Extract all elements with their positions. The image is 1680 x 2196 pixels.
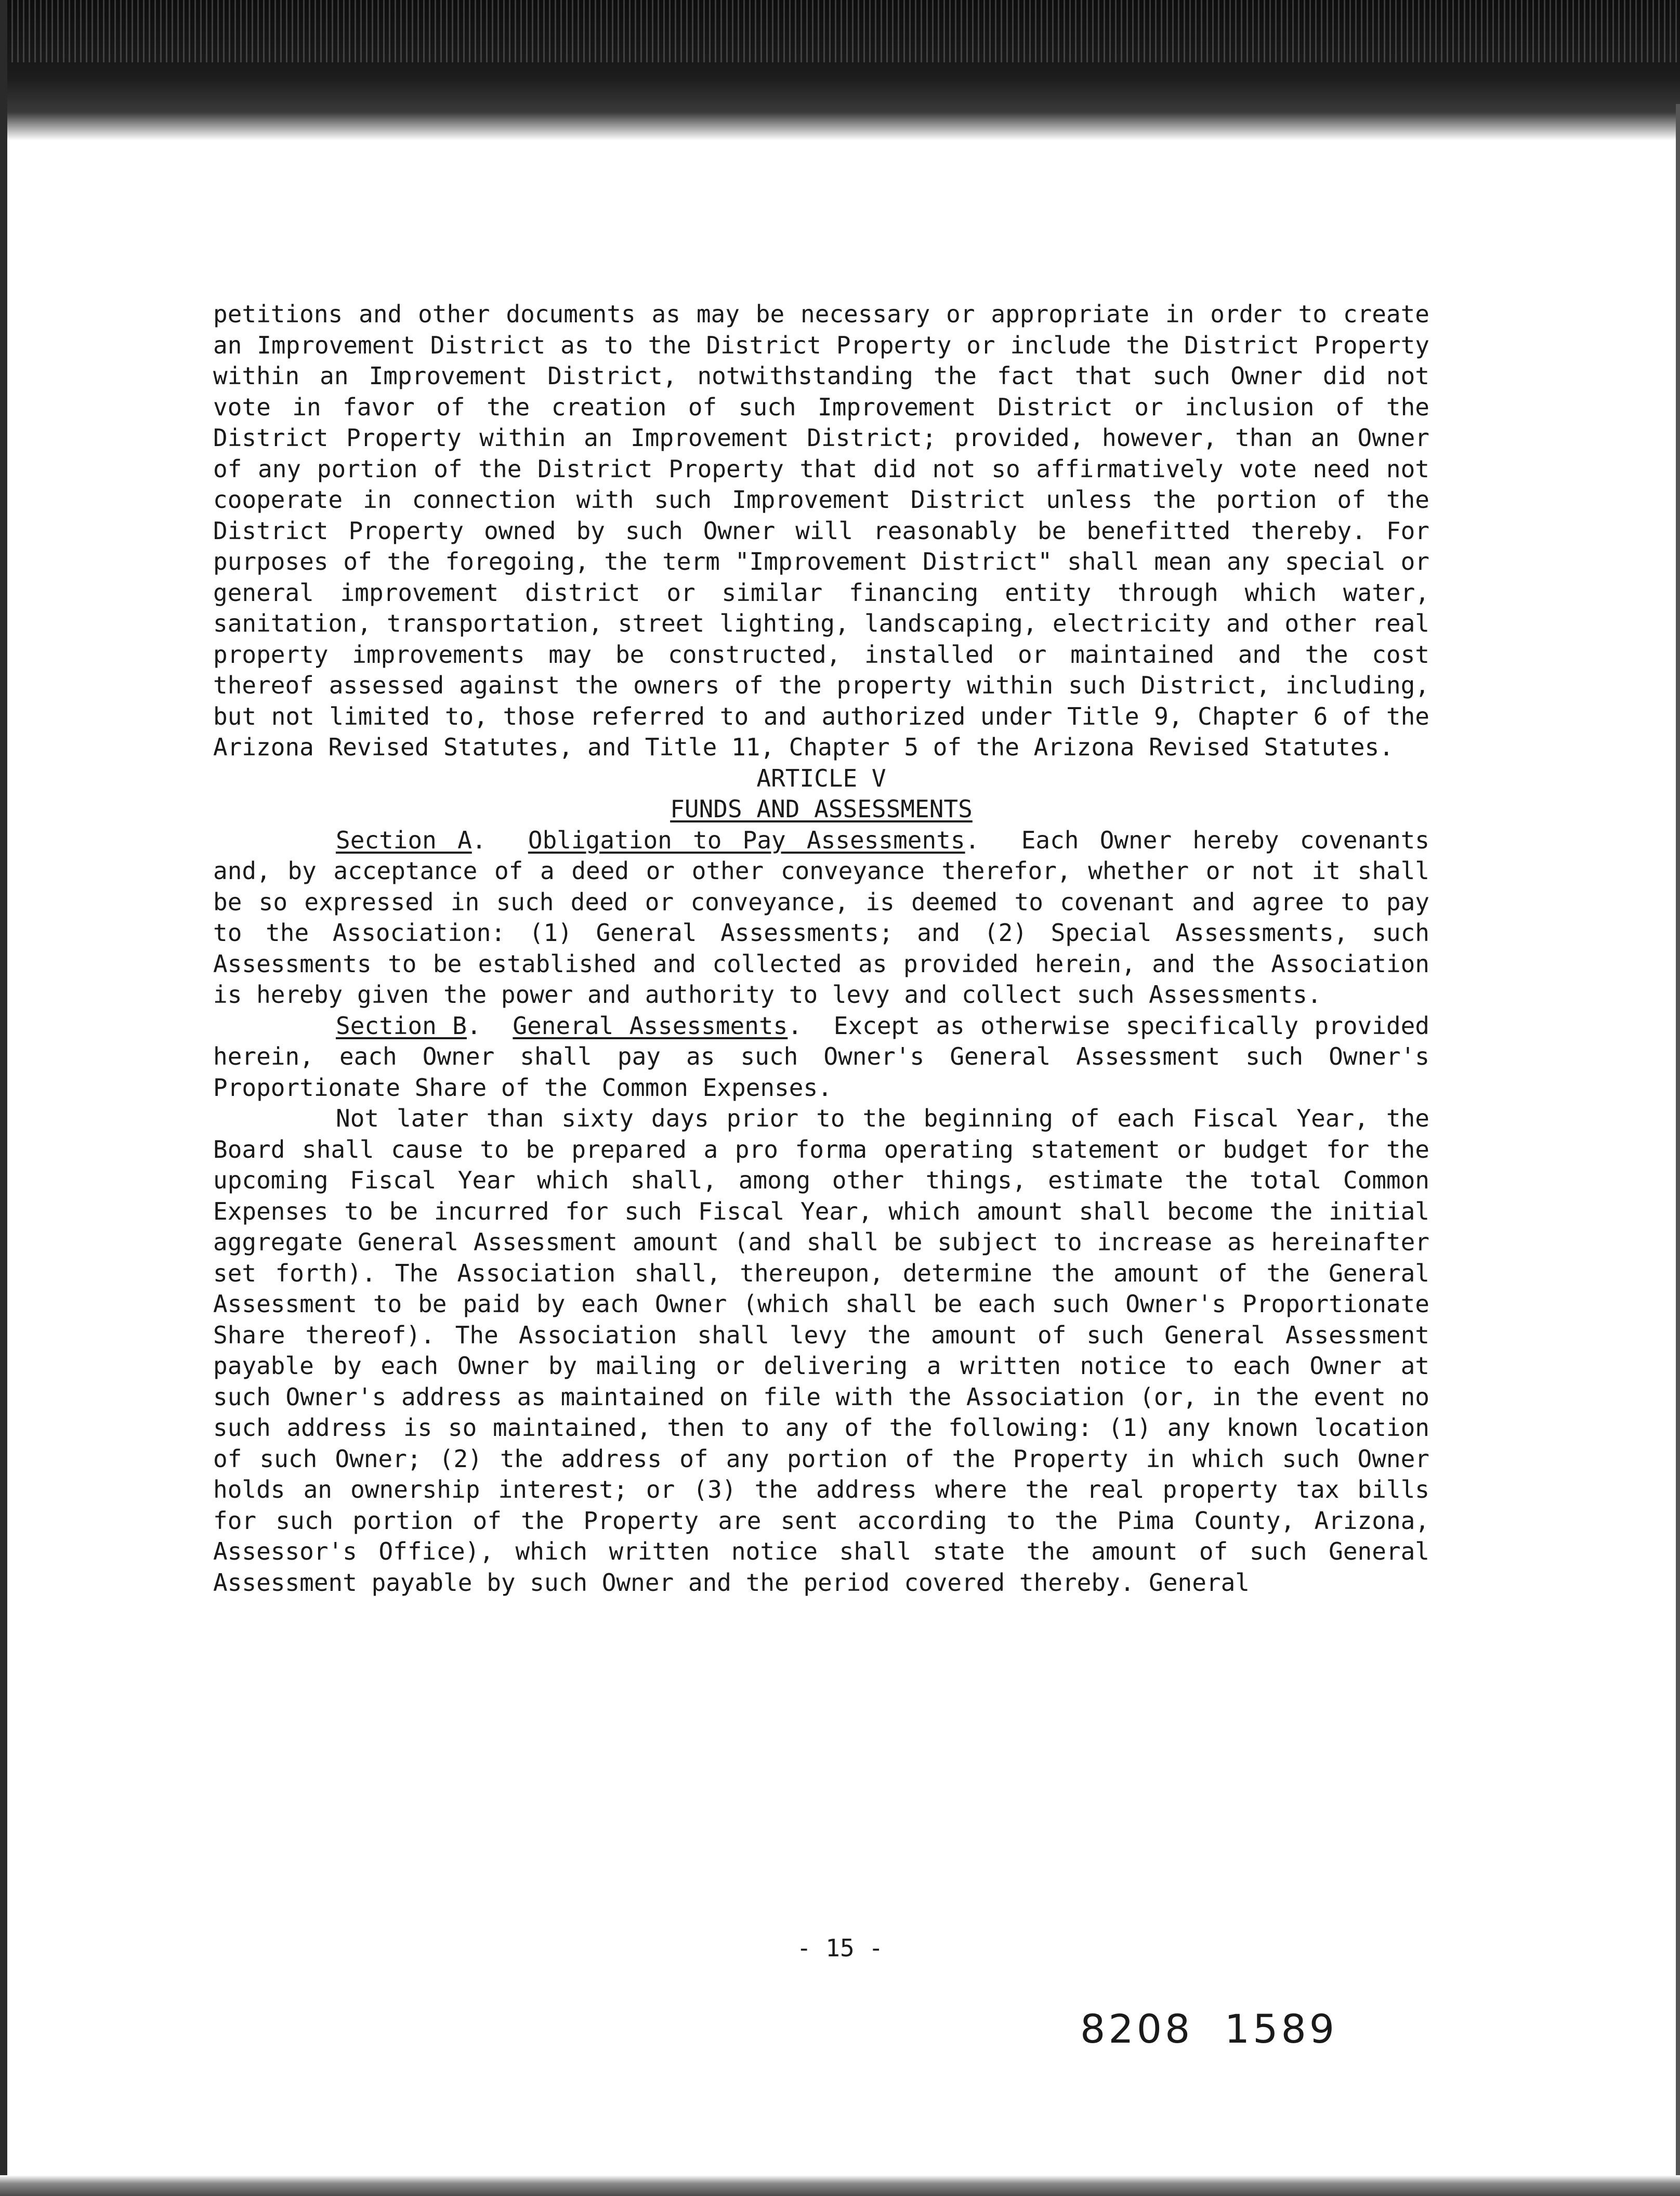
section-b-body: Except as otherwise specifically provided herein, each Owner shall pay as such Owner's General Assessment such Owner's Proportionate Share of the Common Expenses. [213, 1011, 1430, 1102]
section-b-paragraph: Section B. General Assessments. Except as otherwise specifically provided herein, each Owner shall pay as such Owner's General Assessment such Owner's Proportionate Share of the Common Expenses. [213, 1011, 1430, 1102]
section-a-body: Each Owner hereby covenants and, by acceptance of a deed or other conveyance therefor, whether or not it shall be so expressed in such deed or conveyance, is deemed to covenant and agree to pay to the Association: (1) General Assessments; and (2) Special Assessments, such Assessments to be established and collected as provided herein, and the Association is hereby given the power and authority to levy and collect such Assessments. [213, 826, 1429, 1009]
section-b-label: Section B [336, 1011, 467, 1040]
section-a-paragraph: Section A. Obligation to Pay Assessments. Each Owner hereby covenants and, by acceptance of a deed or other conveyance therefor, whether or not it shall be so expressed in such deed or conveyance, is deemed to covenant and agree to pay to the Association: (1) General Assessments; and (2) Special Assessments, such Assessments to be established and collected as provided herein, and the Association is hereby given the power and authority to levy and collect such Assessments. [213, 826, 1429, 1009]
continuation-paragraph: petitions and other documents as may be necessary or appropriate in order to create an Improvement District as to the District Property or include the District Property within an Improvement District, notwithstanding the fact that such Owner did not vote in favor of the creation of such Improvement District or inclusion of the District Property within an Improvement District; provided, however, than an Owner of any portion of the District Property that did not so affirmatively vote need not cooperate in connection with such Improvement District unless the portion of the District Property owned by such Owner will reasonably be benefitted thereby. For purposes of the foregoing, the term "Improvement District" shall mean any special or general improvement district or similar financing entity through which water, sanitation, transportation, street lighting, landscaping, electricity and other real property improvements may be constructed, installed or maintained and the cost thereof assessed against the owners of the property within such District, including, but not limited to, those referred to and authorized under Title 9, Chapter 6 of the Arizona Revised Statutes, and Title 11, Chapter 5 of the Arizona Revised Statutes. [213, 300, 1429, 761]
page-number: - 15 - [796, 1934, 884, 1962]
section-a-label: Section A [336, 826, 472, 854]
scan-dark-edge-left [0, 0, 7, 2196]
scan-edge-right [1676, 104, 1680, 2196]
article-heading: ARTICLE V [756, 764, 886, 792]
scan-noise-top [0, 0, 1680, 62]
article-title-text: FUNDS AND ASSESSMENTS [670, 795, 973, 823]
docket-reference-number: 8208 1589 [1080, 2006, 1338, 2052]
budget-paragraph: Not later than sixty days prior to the beginning of each Fiscal Year, the Board shall cause to be prepared a pro forma operating statement or budget for the upcoming Fiscal Year which shall, among other things, estimate the total Common Expenses to be incurred for such Fiscal Year, which amount shall become the initial aggregate General Assessment amount (and shall be subject to increase as hereinafter set forth). The Association shall, thereupon, determine the amount of the General Assessment to be paid by each Owner (which shall be each such Owner's Proportionate Share thereof). The Association shall levy the amount of such General Assessment payable by each Owner by mailing or delivering a written notice to each Owner at such Owner's address as maintained on file with the Association (or, in the event no such address is so maintained, then to any of the following: (1) any known location of such Owner; (2) the address of any portion of the Property in which such Owner holds an ownership interest; or (3) the address where the real property tax bills for such portion of the Property are sent according to the Pima County, Arizona, Assessor's Office), which written notice shall state the amount of such General Assessment payable by such Owner and the period covered thereby. General [213, 1104, 1429, 1597]
section-a-title: Obligation to Pay Assessments [528, 826, 965, 854]
scan-edge-bottom [0, 2175, 1680, 2196]
document-page [213, 299, 1429, 1598]
section-b-title: General Assessments [513, 1011, 788, 1040]
article-title [213, 794, 1429, 825]
